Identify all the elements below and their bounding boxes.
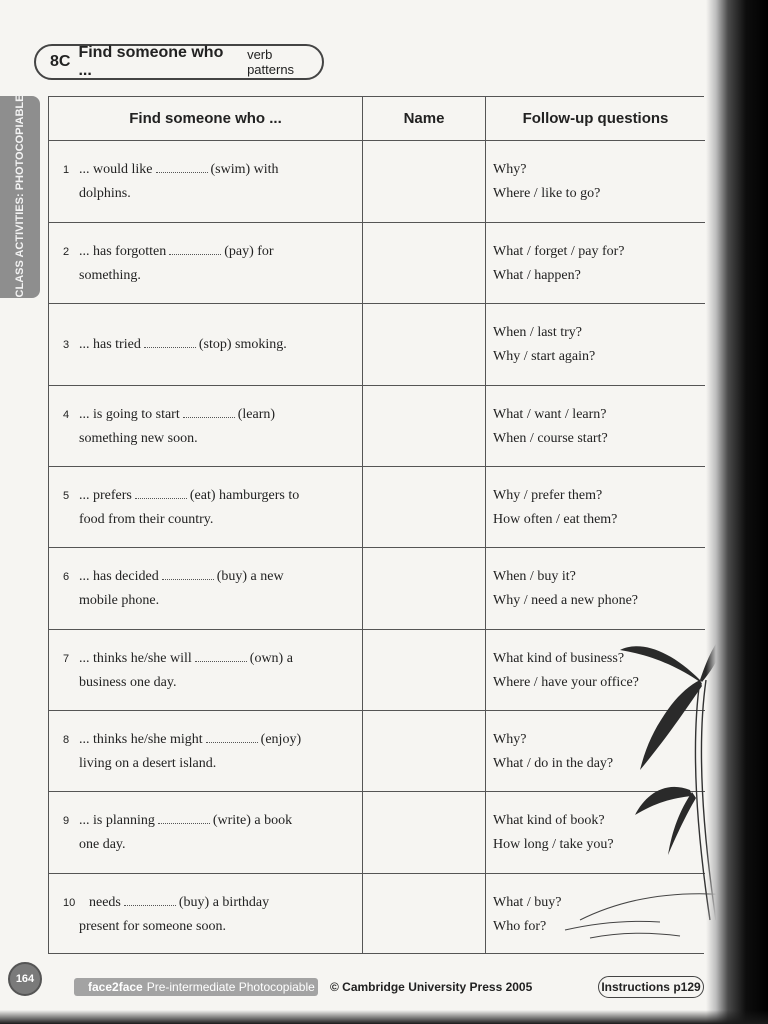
table-row (49, 548, 705, 629)
followup-cell: What / want / learn? When / course start? (493, 406, 608, 446)
prompt-cell: 6 ... has decided (buy) a new mobile phone. (63, 568, 284, 608)
binding-shadow (706, 0, 768, 1024)
followup-cell: What kind of book? How long / take you? (493, 812, 614, 852)
answer-blank[interactable] (124, 895, 176, 906)
instructions-reference: Instructions p129 (598, 976, 704, 998)
lesson-code: 8C (50, 53, 71, 70)
prompt-cell: 4 ... is going to start (learn) something new soon. (63, 406, 276, 446)
followup-cell: What / forget / pay for? What / happen? (493, 243, 625, 283)
worksheet-title (34, 44, 324, 80)
column-header-questions: Follow-up questions (522, 110, 669, 127)
title-subtitle: verb patterns (247, 47, 295, 77)
palm-tree-illustration (560, 620, 730, 960)
answer-blank[interactable] (158, 813, 210, 824)
answer-blank[interactable] (206, 732, 258, 743)
followup-cell: Why? Where / like to go? (493, 161, 601, 201)
answer-blank[interactable] (135, 488, 187, 499)
answer-blank[interactable] (162, 569, 214, 580)
prompt-cell: 3 ... has tried (stop) smoking. (63, 336, 287, 352)
bottom-edge-shadow (0, 1010, 768, 1024)
side-tab-label: CLASS ACTIVITIES: PHOTOCOPIABLE (14, 94, 26, 298)
table-row (49, 467, 705, 548)
answer-blank[interactable] (144, 337, 196, 348)
prompt-cell: 9 ... is planning (write) a book one day. (63, 812, 293, 852)
table-row (49, 141, 705, 222)
followup-cell: What kind of business? Where / have your office? (493, 650, 639, 690)
answer-blank[interactable] (169, 244, 221, 255)
answer-blank[interactable] (156, 162, 208, 173)
prompt-cell: 1 ... would like (swim) with dolphins. (63, 161, 279, 201)
followup-cell: When / buy it? Why / need a new phone? (493, 568, 638, 608)
table-row (49, 304, 705, 385)
page-number: 164 (8, 962, 42, 996)
prompt-cell: 2 ... has forgotten (pay) for something. (63, 243, 274, 283)
answer-blank[interactable] (183, 407, 235, 418)
table-row (49, 223, 705, 304)
brand-bar (74, 978, 318, 996)
table-row (49, 386, 705, 467)
prompt-cell: 8 ... thinks he/she might (enjoy) living on a desert island. (63, 731, 302, 771)
column-header-name: Name (403, 110, 445, 127)
title-text: Find someone who ... (78, 44, 224, 79)
followup-cell: Why? What / do in the day? (493, 731, 614, 771)
brand-subtitle: Pre-intermediate Photocopiable (146, 980, 315, 994)
followup-cell: When / last try? Why / start again? (493, 324, 596, 364)
prompt-cell: 10 needs (buy) a birthday present for someone soon. (63, 894, 270, 934)
copyright-text: © Cambridge University Press 2005 (330, 980, 533, 994)
brand-name: face2face (88, 980, 143, 994)
column-header-find: Find someone who ... (129, 110, 282, 127)
prompt-cell: 5 ... prefers (eat) hamburgers to food from their country. (63, 487, 300, 527)
prompt-cell: 7 ... thinks he/she will (own) a business one day. (63, 650, 293, 690)
followup-cell: What / buy? Who for? (493, 894, 562, 934)
answer-blank[interactable] (195, 651, 247, 662)
page-footer (0, 958, 768, 1008)
followup-cell: Why / prefer them? How often / eat them? (493, 487, 618, 527)
